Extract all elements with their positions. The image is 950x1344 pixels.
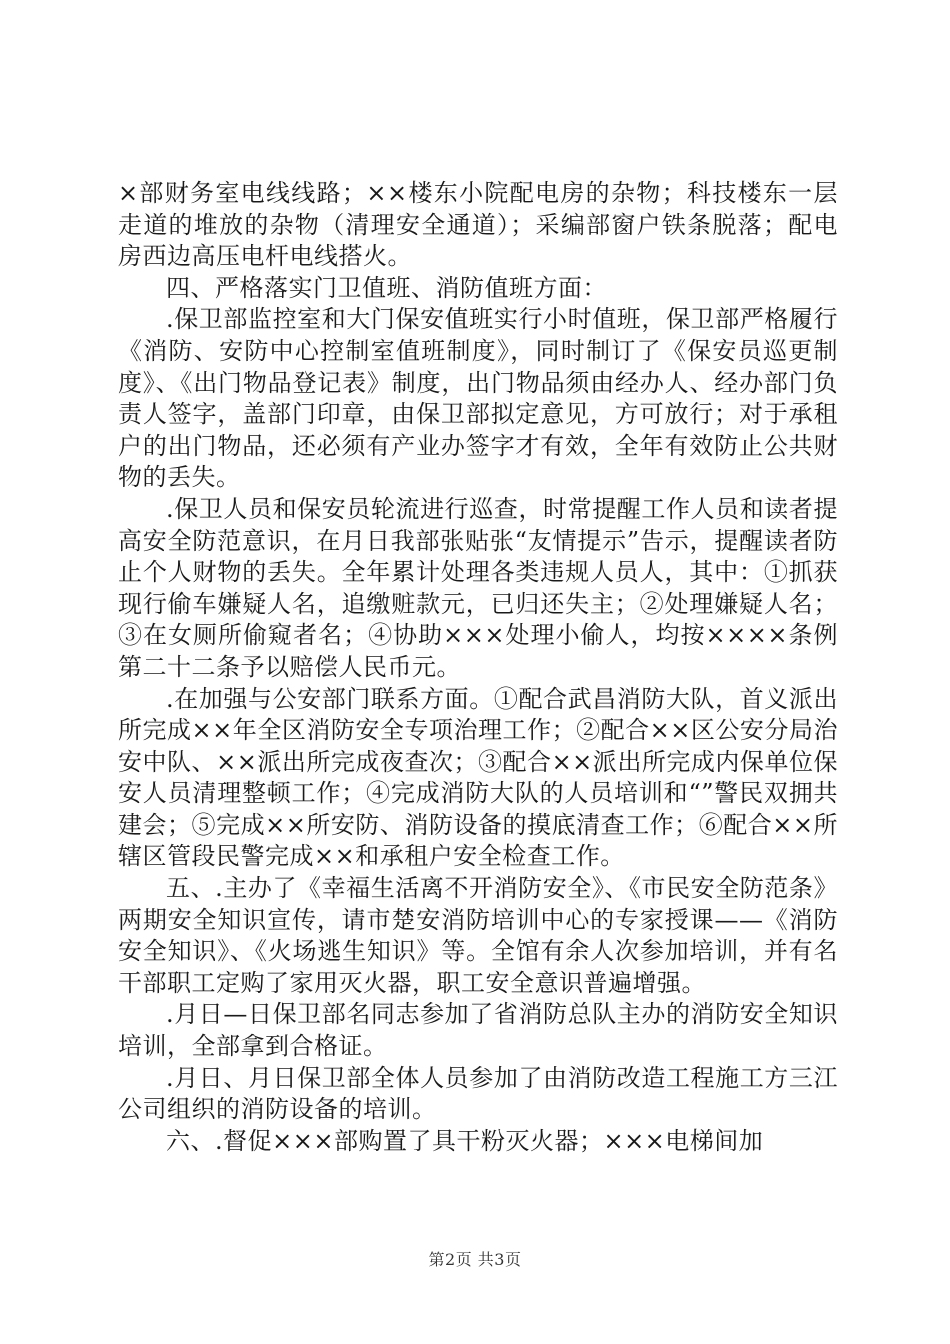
paragraph-4: .保卫人员和保安员轮流进行巡查，时常提醒工作人员和读者提高安全防范意识，在月日我部张贴张“友情提示”告示，提醒读者防止个人财物的丢失。全年累计处理各类违规人员人，其中：①抓获现行偷车嫌疑人名，追缴赃款元，已归还失主；②处理嫌疑人名；③在女厕所偷窥者名；④协助×××处理小偷人，均按××××条例第二十二条予以赔偿人民币元。	[118, 494, 838, 681]
paragraph-1: ×部财务室电线线路；××楼东小院配电房的杂物；科技楼东一层走道的堆放的杂物（清理安全通道）；采编部窗户铁条脱落；配电房西边高压电杆电线搭火。	[118, 179, 838, 271]
paragraph-2: 四、严格落实门卫值班、消防值班方面：	[166, 273, 607, 302]
paragraph-8: .月日、月日保卫部全体人员参加了由消防改造工程施工方三江公司组织的消防设备的培训。	[118, 1063, 838, 1124]
paragraph-5: .在加强与公安部门联系方面。①配合武昌消防大队，首义派出所完成××年全区消防安全专项治理工作；②配合××区公安分局治安中队、××派出所完成夜查次；③配合××派出所完成内保单位保安人员清理整顿工作；④完成消防大队的人员培训和“”警民双拥共建会；⑤完成××所安防、消防设备的摸底清查工作；⑥配合××所辖区管段民警完成××和承租户安全检查工作。	[118, 684, 838, 871]
paragraph-7: .月日—日保卫部名同志参加了省消防总队主办的消防安全知识培训，全部拿到合格证。	[118, 1000, 838, 1061]
paragraph-3: .保卫部监控室和大门保安值班实行小时值班，保卫部严格履行《消防、安防中心控制室值班制度》，同时制订了《保安员巡更制度》、《出门物品登记表》制度，出门物品须由经办人、经办部门负责人签字，盖部门印章，由保卫部拟定意见，方可放行；对于承租户的出门物品，还必须有产业办签字才有效，全年有效防止公共财物的丢失。	[118, 305, 838, 492]
page-footer: 第2页 共3页	[428, 1250, 522, 1269]
paragraph-6: 五、.主办了《幸福生活离不开消防安全》、《市民安全防范条》两期安全知识宣传，请市楚安消防培训中心的专家授课——《消防安全知识》、《火场逃生知识》等。全馆有余人次参加培训，并有名干部职工定购了家用灭火器，职工安全意识普遍增强。	[118, 874, 838, 997]
paragraph-9: 六、.督促×××部购置了具干粉灭火器；×××电梯间加	[166, 1126, 764, 1155]
document-body	[118, 178, 838, 1157]
